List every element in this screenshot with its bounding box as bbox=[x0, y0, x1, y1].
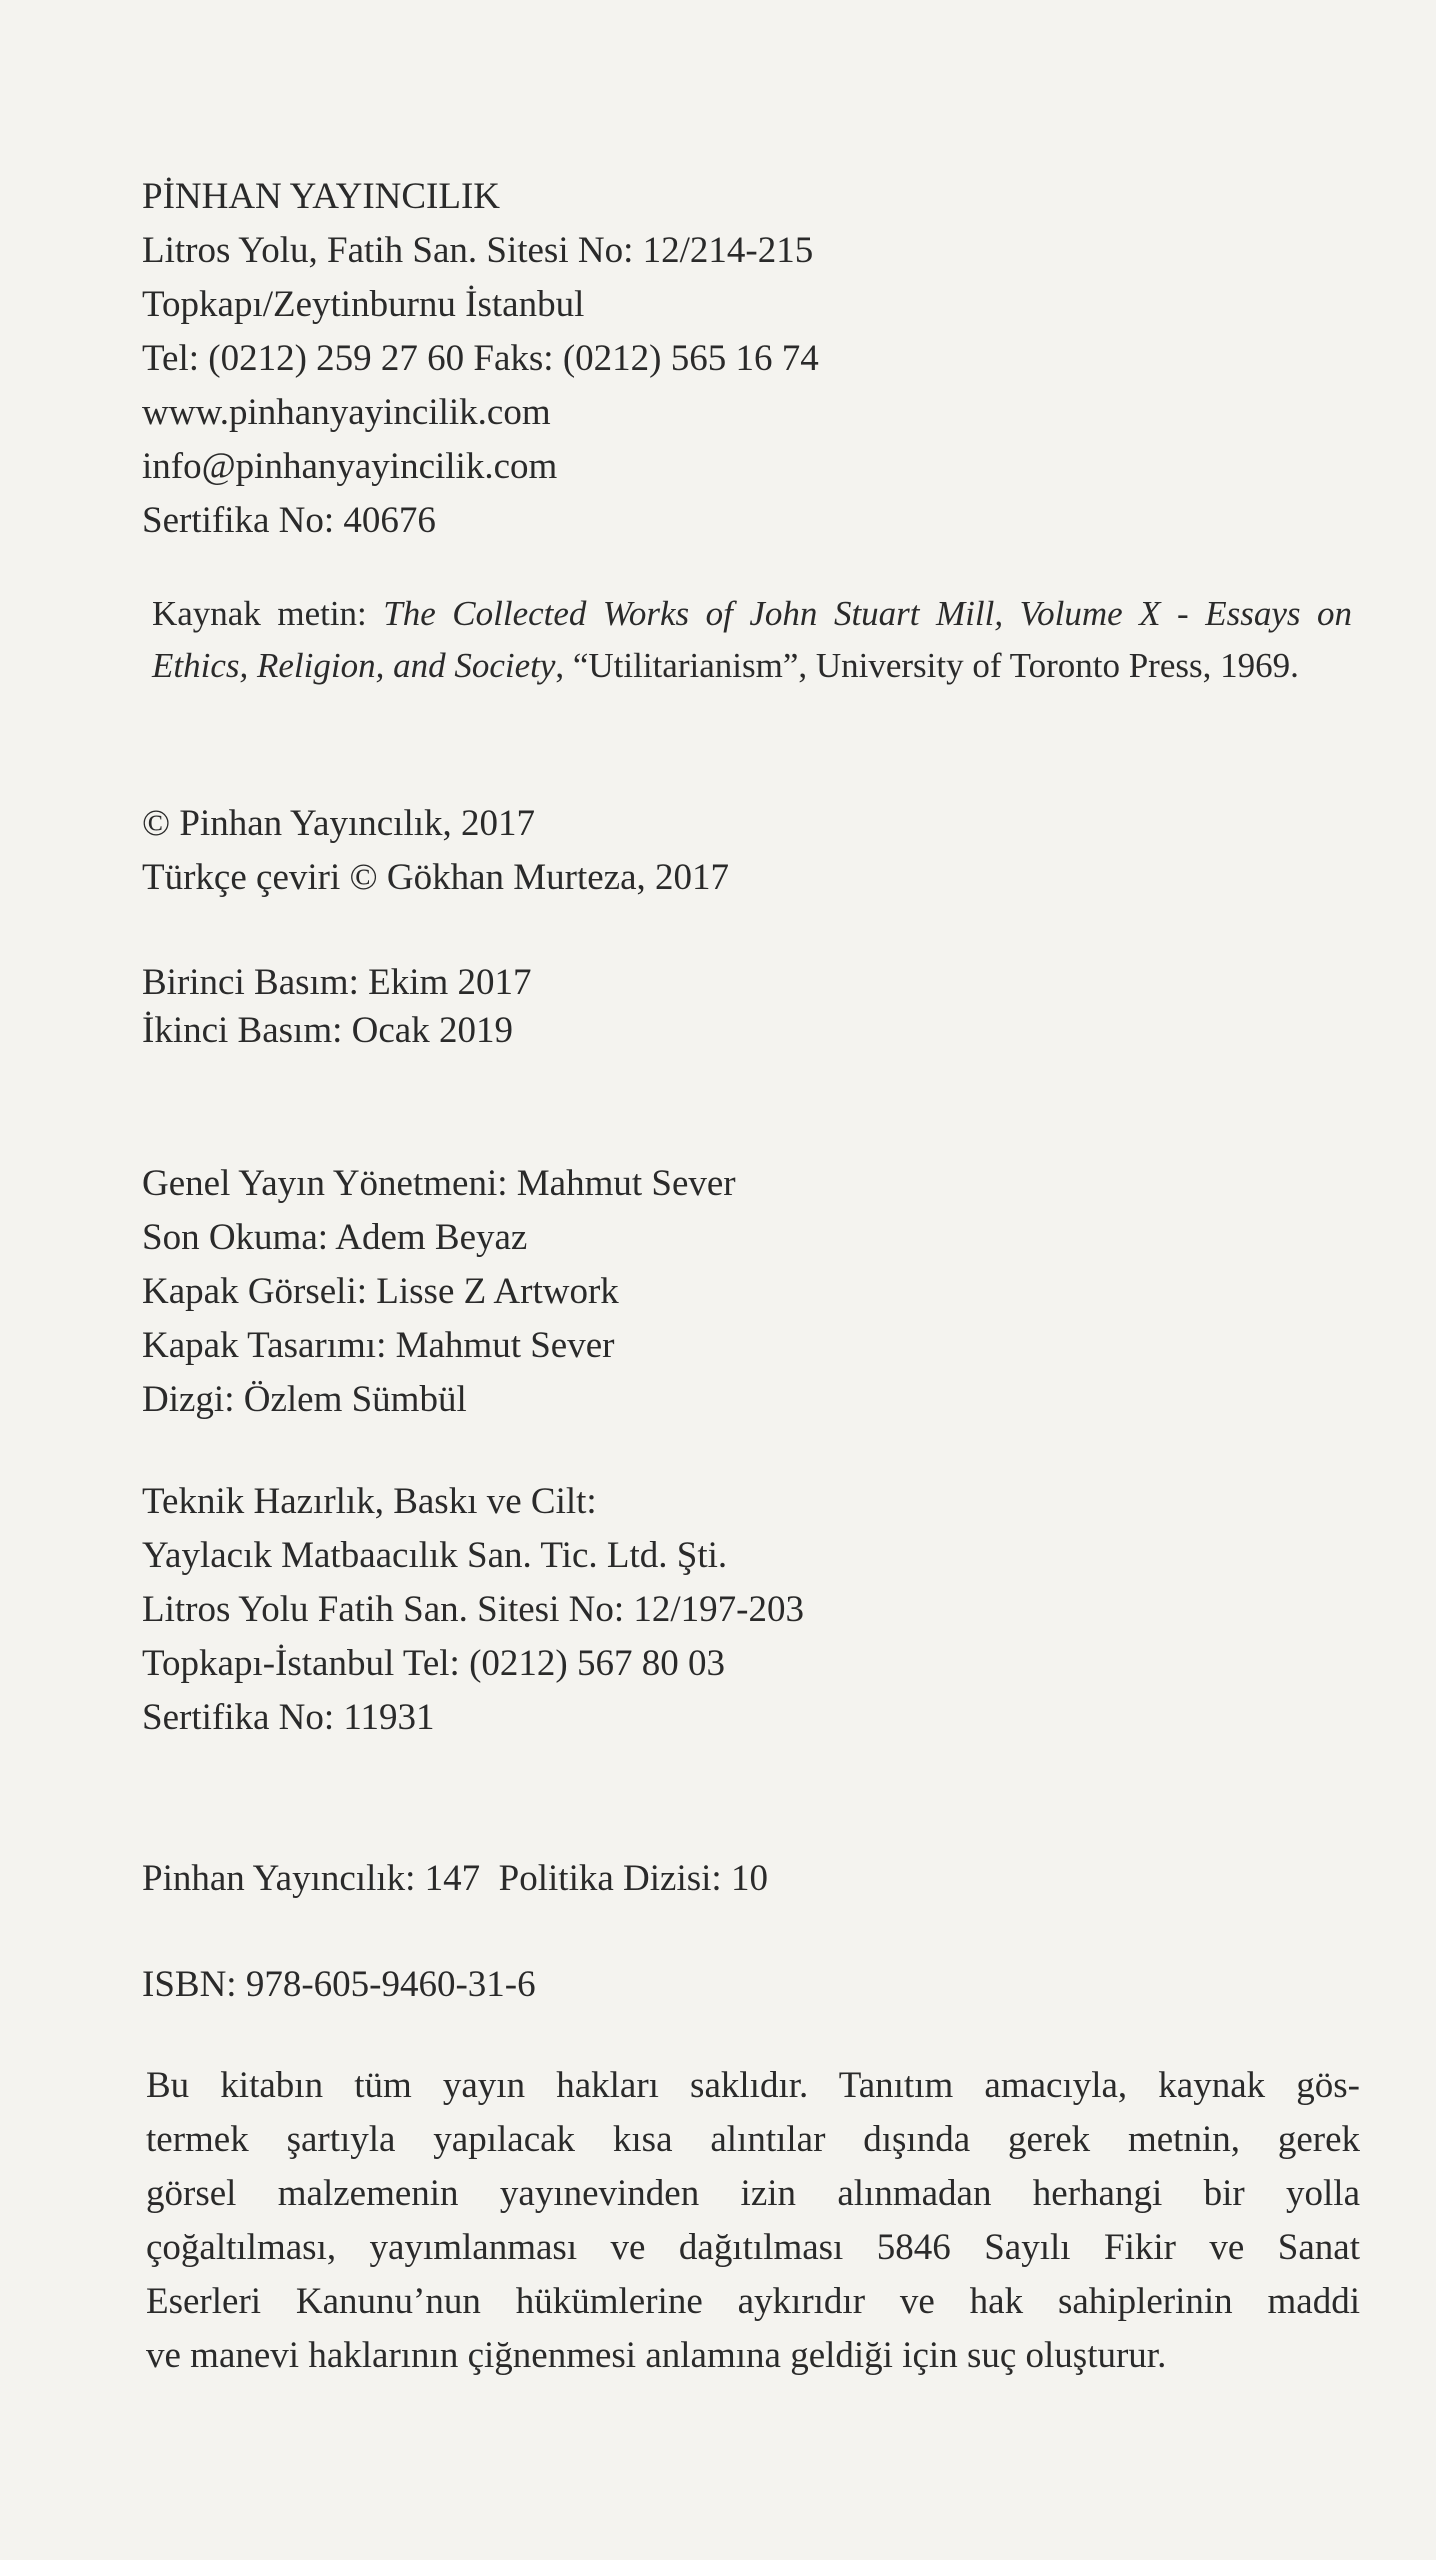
source-rest: , “Utilitarianism”, University of Toronto Press, 1969. bbox=[555, 646, 1299, 685]
copyright-publisher: © Pinhan Yayıncılık, 2017 bbox=[142, 803, 535, 844]
rights-line: çoğaltılması, yayımlanması ve dağıtılması 5846 Sayılı Fikir ve Sanat bbox=[146, 2227, 1360, 2268]
rights-line: Eserleri Kanunu’nun hükümlerine aykırıdır ve hak sahiplerinin maddi bbox=[146, 2281, 1360, 2322]
publisher-block bbox=[142, 170, 1362, 548]
rights-line: görsel malzemenin yayınevinden izin alınmadan herhangi bir yolla bbox=[146, 2173, 1360, 2214]
rights-line: Bu kitabın tüm yayın hakları saklıdır. Tanıtım amacıyla, kaynak gös- bbox=[146, 2065, 1360, 2106]
printing-block bbox=[142, 1475, 1362, 1745]
printing-address: Litros Yolu Fatih San. Sitesi No: 12/197-203 bbox=[142, 1589, 804, 1630]
publisher-address-1: Litros Yolu, Fatih San. Sitesi No: 12/214-215 bbox=[142, 230, 814, 271]
source-text bbox=[152, 588, 1352, 692]
printing-certificate: Sertifika No: 11931 bbox=[142, 1697, 435, 1738]
publisher-phone: Tel: (0212) 259 27 60 Faks: (0212) 565 16 74 bbox=[142, 338, 819, 379]
editions-block bbox=[142, 959, 1362, 1055]
edition-first: Birinci Basım: Ekim 2017 bbox=[142, 962, 532, 1003]
publisher-email: info@pinhanyayincilik.com bbox=[142, 446, 558, 487]
publisher-name: PİNHAN YAYINCILIK bbox=[142, 176, 501, 217]
printing-company: Yaylacık Matbaacılık San. Tic. Ltd. Şti. bbox=[142, 1535, 728, 1576]
rights-notice bbox=[146, 2059, 1360, 2383]
credit-editor: Genel Yayın Yönetmeni: Mahmut Sever bbox=[142, 1163, 736, 1204]
copyright-block bbox=[142, 797, 1362, 905]
series-line bbox=[142, 1852, 1362, 1906]
credit-cover-design: Kapak Tasarımı: Mahmut Sever bbox=[142, 1325, 615, 1366]
rights-line: ve manevi haklarının çiğnenmesi anlamına geldiği için suç oluşturur. bbox=[146, 2335, 1167, 2376]
source-label: Kaynak metin: bbox=[152, 594, 384, 633]
series-text: Pinhan Yayıncılık: 147 Politika Dizisi: 10 bbox=[142, 1858, 768, 1899]
credit-proofreading: Son Okuma: Adem Beyaz bbox=[142, 1217, 528, 1258]
printing-city-phone: Topkapı-İstanbul Tel: (0212) 567 80 03 bbox=[142, 1643, 725, 1684]
credit-typesetting: Dizgi: Özlem Sümbül bbox=[142, 1379, 467, 1420]
publisher-website: www.pinhanyayincilik.com bbox=[142, 392, 551, 433]
rights-line: termek şartıyla yapılacak kısa alıntılar dışında gerek metnin, gerek bbox=[146, 2119, 1360, 2160]
isbn-text: ISBN: 978-605-9460-31-6 bbox=[142, 1964, 536, 2005]
publisher-certificate: Sertifika No: 40676 bbox=[142, 500, 436, 541]
credits-block bbox=[142, 1157, 1362, 1427]
printing-heading: Teknik Hazırlık, Baskı ve Cilt: bbox=[142, 1481, 597, 1522]
credit-cover-image: Kapak Görseli: Lisse Z Artwork bbox=[142, 1271, 619, 1312]
copyright-translation: Türkçe çeviri © Gökhan Murteza, 2017 bbox=[142, 857, 730, 898]
edition-second: İkinci Basım: Ocak 2019 bbox=[142, 1010, 513, 1051]
publisher-address-2: Topkapı/Zeytinburnu İstanbul bbox=[142, 284, 585, 325]
source-title: The Collected Works of John Stuart Mill, Volume X - Essays on Ethics, Religion, and Society bbox=[152, 594, 1352, 685]
isbn-line bbox=[142, 1958, 1362, 2012]
